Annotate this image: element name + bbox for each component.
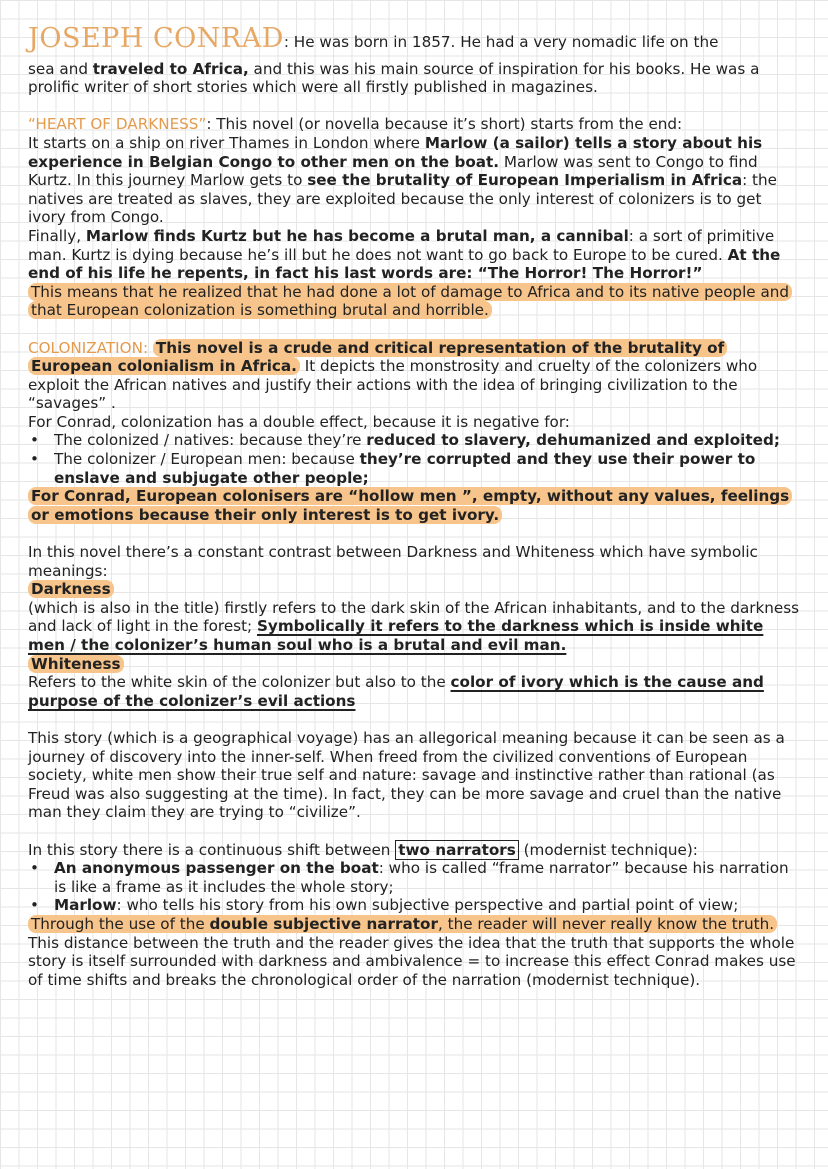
bullet-text: The colonized / natives: because they’re <box>54 431 367 450</box>
colonization-text: For Conrad, colonization has a double effect, because it is negative for: <box>28 412 570 431</box>
darkness-heading <box>28 580 803 599</box>
notes-page <box>28 23 803 989</box>
bullet-bold: they’re corrupted and they use their power to enslave and subjugate other people; <box>54 450 756 487</box>
colonization-text: It depicts the monstrosity and cruelty of the colonizers who exploit the African natives and justify their actions with the idea of bringing civilization to the “savages” . <box>28 357 758 413</box>
narrators-highlight <box>28 915 803 934</box>
bullet-item <box>28 859 803 896</box>
heart-text: : a sort of primitive man. Kurtz is dying because he’s ill but he does not want to go back to Europe to be cured. <box>28 226 775 264</box>
colonization-paragraph <box>28 339 803 432</box>
intro-first-line: : He was born in 1857. He had a very nomadic life on the <box>283 33 719 51</box>
bullet-bold: An anonymous passenger on the boat <box>54 859 379 878</box>
bullet-text: The colonizer / European men: because <box>54 450 360 469</box>
intro-bold: traveled to Africa, <box>92 59 249 78</box>
highlighted-text <box>28 915 777 933</box>
whiteness-underlined: color of ivory which is the cause and purpose of the colonizer’s evil actions <box>28 673 764 710</box>
bullet-text: : who tells his story from his own subjective perspective and partial point of view; <box>116 896 739 915</box>
colonization-highlight <box>28 487 803 524</box>
darkness-paragraph <box>28 599 803 655</box>
heart-text: Marlow was sent to Congo to find Kurtz. In this journey Marlow gets to <box>28 152 758 190</box>
contrast-intro: In this novel there’s a constant contrast between Darkness and Whiteness which have symbolic meanings: <box>28 543 758 580</box>
boxed-text: two narrators <box>395 840 519 860</box>
highlighted-text: This means that he realized that he had done a lot of damage to Africa and to its native people and that European colonization is something brutal and horrible. <box>28 283 792 320</box>
bullet-item <box>28 450 803 487</box>
intro-continued <box>28 60 803 97</box>
intro-paragraph <box>28 23 803 54</box>
bullet-text: : who is called “frame narrator” because his narration is like a frame as it includes the whole story; <box>54 859 789 896</box>
heart-bold: Marlow (a sailor) tells a story about his experience in Belgian Congo to other men on the boat. <box>28 133 763 171</box>
heart-text: It starts on a ship on river Thames in London where <box>28 133 425 152</box>
intro-text: and this was his main source of inspiration for his books. He was a prolific writer of short stories which were all firstly published in magazines. <box>28 59 760 97</box>
darkness-text: (which is also in the title) firstly refers to the dark skin of the African inhabitants, and to the darkness and lack of light in the forest; <box>28 598 800 636</box>
darkness-label: Darkness <box>28 580 114 598</box>
whiteness-paragraph <box>28 673 803 710</box>
colonization-label: COLONIZATION: <box>28 338 149 357</box>
whiteness-text: Refers to the white skin of the colonizer but also to the <box>28 673 451 692</box>
narrators-text: (modernist technique): <box>518 840 698 859</box>
heart-label: “HEART OF DARKNESS” <box>28 115 207 134</box>
highlighted-text: For Conrad, European colonisers are “hollow men ”, empty, without any values, feelings or emotions because their only interest is to get ivory. <box>28 487 792 524</box>
heart-bold: see the brutality of European Imperialism in Africa <box>307 171 743 190</box>
heart-text: : This novel (or novella because it’s short) starts from the end: <box>206 115 683 134</box>
narrators-conclusion: This distance between the truth and the reader gives the idea that the truth that supports the whole story is itself surrounded with darkness and ambivalence = to increase this effect Conrad makes use of time shifts and breaks the chronological order of the narration (modernist technique). <box>28 933 796 989</box>
highlighted-text: This novel is a crude and critical representation of the brutality of European colonialism in Africa. <box>28 339 727 376</box>
author-title: JOSEPH CONRAD <box>28 23 284 54</box>
highlight-bold: double subjective narrator <box>209 914 438 933</box>
intro-text: sea and <box>28 59 93 78</box>
narrators-text: In this story there is a continuous shift between <box>28 840 396 859</box>
allegory-paragraph: This story (which is a geographical voyage) has an allegorical meaning because it can be seen as a journey of discovery into the inner-self. When freed from the civilized conventions of European society, white men show their true self and nature: savage and instinctive rather than rational (as Freud was also suggesting at the time). In fact, they can be more savage and cruel than the native man they claim they are trying to “civilize”. <box>28 728 785 822</box>
bullet-item <box>28 431 803 450</box>
heart-paragraph <box>28 115 803 282</box>
highlight-part: Through the use of the <box>31 914 210 933</box>
heart-text: Finally, <box>28 226 86 245</box>
bullet-bold: Marlow <box>54 896 117 915</box>
whiteness-label: Whiteness <box>28 655 124 673</box>
darkness-underlined: Symbolically it refers to the darkness which is inside white men / the colonizer’s human soul who is a brutal and evil man. <box>28 617 764 654</box>
bullet-item <box>28 896 803 915</box>
narrators-paragraph <box>28 841 803 860</box>
heart-bold: Marlow finds Kurtz but he has become a brutal man, a cannibal <box>85 226 629 245</box>
whiteness-heading <box>28 655 803 674</box>
heart-bold: At the end of his life he repents, in fact his last words are: “The Horror! The Horror!” <box>28 245 781 283</box>
heart-highlight <box>28 283 803 320</box>
highlight-part: , the reader will never really know the truth. <box>437 914 775 933</box>
bullet-bold: reduced to slavery, dehumanized and exploited; <box>366 431 780 450</box>
heart-text: : the natives are treated as slaves, they are exploited because the only interest of colonizers is to get ivory from Congo. <box>28 171 777 227</box>
